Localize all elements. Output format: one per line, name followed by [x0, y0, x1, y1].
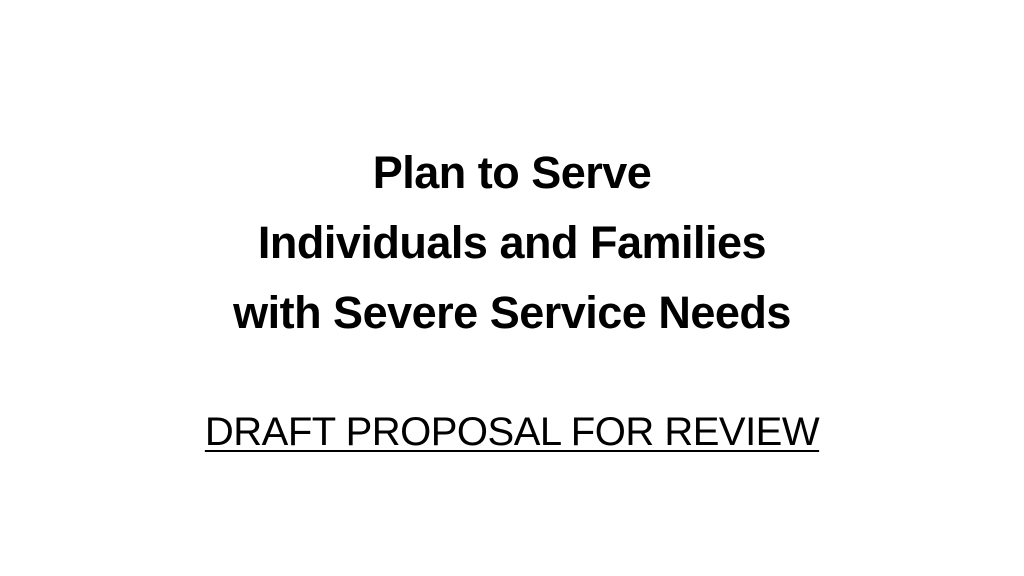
- draft-proposal-subtitle: DRAFT PROPOSAL FOR REVIEW: [204, 410, 820, 454]
- slide-title: [0, 138, 1024, 348]
- title-line-1: Plan to Serve: [372, 147, 652, 198]
- title-line-3: with Severe Service Needs: [233, 287, 791, 338]
- slide-subtitle-container: [0, 404, 1024, 460]
- title-line-2: Individuals and Families: [257, 217, 767, 268]
